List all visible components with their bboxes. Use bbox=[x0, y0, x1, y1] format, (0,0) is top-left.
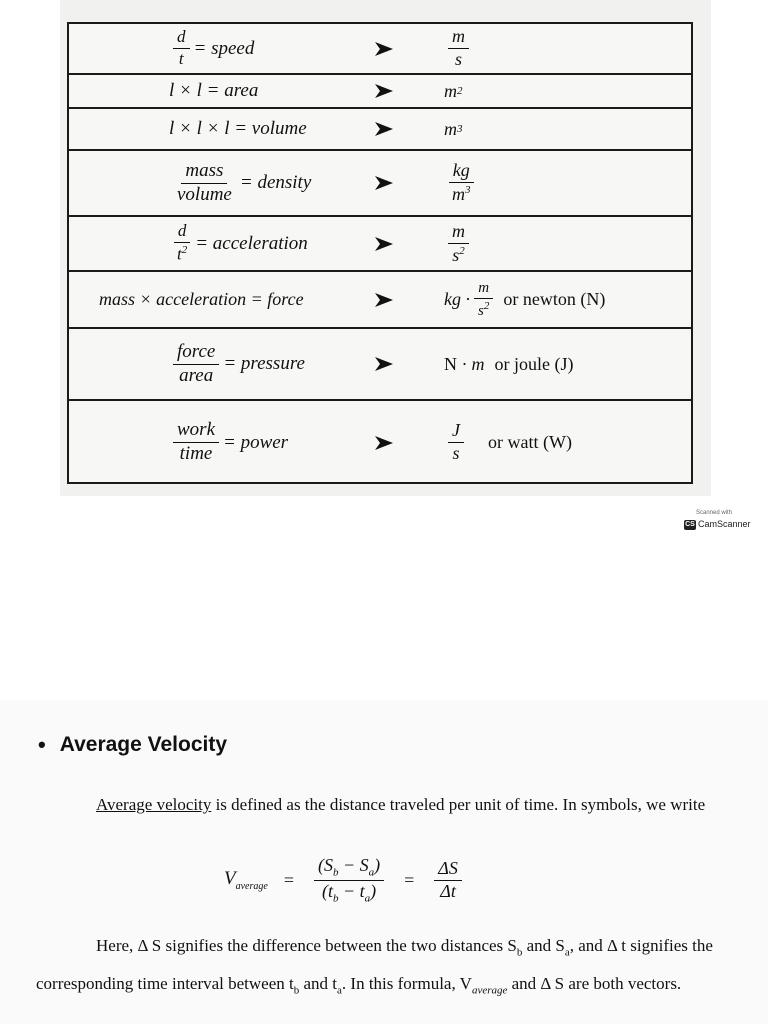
equation-text: l × l × l = volume bbox=[169, 118, 307, 139]
unit-tail: or newton (N) bbox=[503, 289, 606, 309]
denominator: volume bbox=[177, 183, 232, 205]
unit-denominator: s bbox=[452, 443, 460, 463]
den-end: ) bbox=[370, 880, 377, 901]
equation-rhs: = power bbox=[223, 431, 289, 453]
camscanner-logo-icon: CS bbox=[685, 521, 695, 528]
fraction bbox=[173, 222, 191, 264]
unit-prefix: kg · bbox=[444, 289, 470, 309]
explanation-paragraph bbox=[36, 930, 736, 1007]
table-row bbox=[69, 272, 691, 329]
den-sub-b: b bbox=[332, 892, 339, 905]
equation-rhs: = speed bbox=[193, 37, 255, 59]
table-row bbox=[69, 151, 691, 217]
denominator: time bbox=[179, 443, 213, 464]
text-part: Here, Δ S signifies the difference between the two distances S bbox=[96, 936, 517, 955]
den-exponent: 2 bbox=[181, 244, 188, 257]
numerator: d bbox=[173, 28, 190, 49]
average-velocity-formula bbox=[224, 850, 466, 910]
camscanner-badge bbox=[682, 510, 754, 536]
table-row bbox=[69, 217, 691, 272]
sub-b: b bbox=[293, 984, 300, 997]
v-symbol: V bbox=[224, 868, 236, 890]
textbook-page bbox=[0, 700, 768, 1024]
equation-rhs: = density bbox=[239, 172, 312, 193]
arrow-icon bbox=[374, 401, 394, 484]
unit-base: m bbox=[444, 118, 457, 139]
unit-exponent: 3 bbox=[457, 123, 463, 135]
unit-denominator bbox=[448, 183, 475, 205]
delta-denominator: Δt bbox=[440, 880, 456, 901]
unit-italic: m bbox=[471, 353, 485, 374]
num-part: (S bbox=[317, 854, 333, 875]
arrow-icon bbox=[374, 151, 394, 215]
unit-numerator: m bbox=[448, 222, 469, 244]
arrow-icon bbox=[374, 24, 394, 73]
unit-cell bbox=[444, 401, 572, 484]
unit-fraction bbox=[448, 27, 469, 70]
fraction bbox=[173, 28, 190, 68]
equals-sign-2: = bbox=[404, 869, 415, 890]
unit-den-base: s bbox=[478, 302, 484, 319]
num-sub-a: a bbox=[368, 866, 375, 879]
num-end: ) bbox=[374, 854, 381, 875]
sub-b: b bbox=[516, 946, 523, 959]
sub-a: a bbox=[337, 984, 342, 997]
unit-cell bbox=[444, 24, 473, 73]
denominator: area bbox=[179, 364, 214, 386]
definition-text: is defined as the distance traveled per unit of time. In symbols, we write bbox=[211, 795, 706, 814]
equation-rhs: = pressure bbox=[223, 353, 305, 374]
unit-numerator: J bbox=[448, 421, 464, 443]
num-mid: − S bbox=[338, 854, 369, 875]
fraction bbox=[173, 420, 219, 465]
equation-cell bbox=[169, 329, 305, 399]
formula-fraction bbox=[314, 856, 384, 904]
den-base: t bbox=[177, 244, 182, 264]
denominator: t bbox=[178, 49, 184, 68]
sub-average: average bbox=[471, 984, 508, 997]
unit-den-base: s bbox=[452, 244, 460, 265]
equation-text: mass × acceleration = force bbox=[99, 289, 304, 309]
unit-den-exponent: 3 bbox=[465, 184, 471, 196]
unit-den-exponent: 2 bbox=[459, 244, 465, 257]
equation-cell bbox=[169, 401, 288, 484]
num-sub-b: b bbox=[332, 866, 339, 879]
unit-numerator: kg bbox=[449, 161, 474, 183]
unit-fraction bbox=[448, 161, 475, 205]
unit-fraction bbox=[448, 421, 464, 464]
arrow-icon bbox=[374, 329, 394, 399]
unit-numerator: m bbox=[474, 280, 493, 299]
text-part: and Δ S are both vectors. bbox=[507, 974, 682, 994]
arrow-icon bbox=[374, 217, 394, 270]
unit-cell bbox=[444, 329, 573, 399]
units-table bbox=[67, 22, 693, 484]
equation-cell bbox=[169, 24, 254, 73]
unit-tail: or joule (J) bbox=[494, 353, 574, 374]
camscanner-name: CamScanner bbox=[698, 519, 751, 529]
scanned-with-label: Scanned with bbox=[696, 510, 733, 516]
unit-cell bbox=[444, 217, 473, 270]
equation-rhs: = acceleration bbox=[195, 232, 308, 254]
sub-a: a bbox=[564, 946, 570, 959]
numerator: force bbox=[173, 342, 219, 365]
unit-den-exponent: 2 bbox=[483, 299, 490, 312]
equation-cell bbox=[169, 151, 311, 215]
text-part: , and Δ t signifies the corresponding time interval between t bbox=[36, 936, 713, 994]
unit-cell bbox=[444, 151, 479, 215]
fraction bbox=[173, 161, 236, 206]
equation-cell bbox=[99, 272, 304, 327]
arrow-icon bbox=[374, 75, 394, 107]
table-row bbox=[69, 24, 691, 75]
equation-cell bbox=[169, 217, 308, 270]
numerator: work bbox=[173, 420, 219, 443]
numerator: d bbox=[174, 222, 191, 243]
den-mid: − t bbox=[338, 880, 365, 901]
unit-denominator bbox=[448, 244, 469, 266]
defined-term: Average velocity bbox=[96, 795, 212, 814]
unit-fraction bbox=[474, 280, 493, 319]
unit-cell bbox=[444, 75, 463, 107]
table-row bbox=[69, 401, 691, 484]
den-sub-a: a bbox=[364, 892, 371, 905]
v-subscript: average bbox=[235, 880, 268, 892]
text-part: . In this formula, V bbox=[341, 974, 472, 994]
equals-sign: = bbox=[283, 869, 294, 890]
delta-numerator: ΔS bbox=[434, 859, 462, 881]
arrow-icon bbox=[374, 272, 394, 327]
unit-tail: or watt (W) bbox=[488, 432, 572, 452]
table-row bbox=[69, 75, 691, 109]
numerator: mass bbox=[181, 161, 227, 184]
unit-denominator bbox=[474, 299, 493, 320]
den-part: (t bbox=[321, 880, 333, 901]
unit-text: N · bbox=[444, 353, 468, 374]
equation-text: l × l = area bbox=[169, 80, 259, 101]
unit-numerator: m bbox=[448, 27, 469, 49]
arrow-icon bbox=[374, 109, 394, 149]
unit-den-base: m bbox=[452, 184, 465, 204]
unit-cell bbox=[444, 272, 605, 327]
unit-fraction bbox=[448, 222, 469, 266]
text-part: and t bbox=[299, 974, 338, 994]
definition-paragraph bbox=[36, 792, 736, 818]
table-row bbox=[69, 109, 691, 151]
unit-cell bbox=[444, 109, 463, 149]
section-heading bbox=[38, 732, 227, 758]
formula-numerator bbox=[314, 856, 384, 881]
fraction bbox=[173, 342, 219, 387]
equation-cell bbox=[169, 75, 258, 107]
delta-fraction bbox=[434, 859, 462, 902]
formula-lhs bbox=[224, 868, 268, 892]
table-row bbox=[69, 329, 691, 401]
text-part: and S bbox=[522, 936, 565, 955]
unit-denominator: s bbox=[454, 49, 462, 69]
bullet-icon: • bbox=[38, 732, 46, 757]
heading-text: Average Velocity bbox=[59, 733, 228, 756]
formula-denominator bbox=[318, 881, 380, 905]
equation-cell bbox=[169, 109, 307, 149]
denominator bbox=[173, 243, 191, 264]
unit-exponent: 2 bbox=[457, 85, 463, 97]
unit-base: m bbox=[444, 80, 457, 101]
